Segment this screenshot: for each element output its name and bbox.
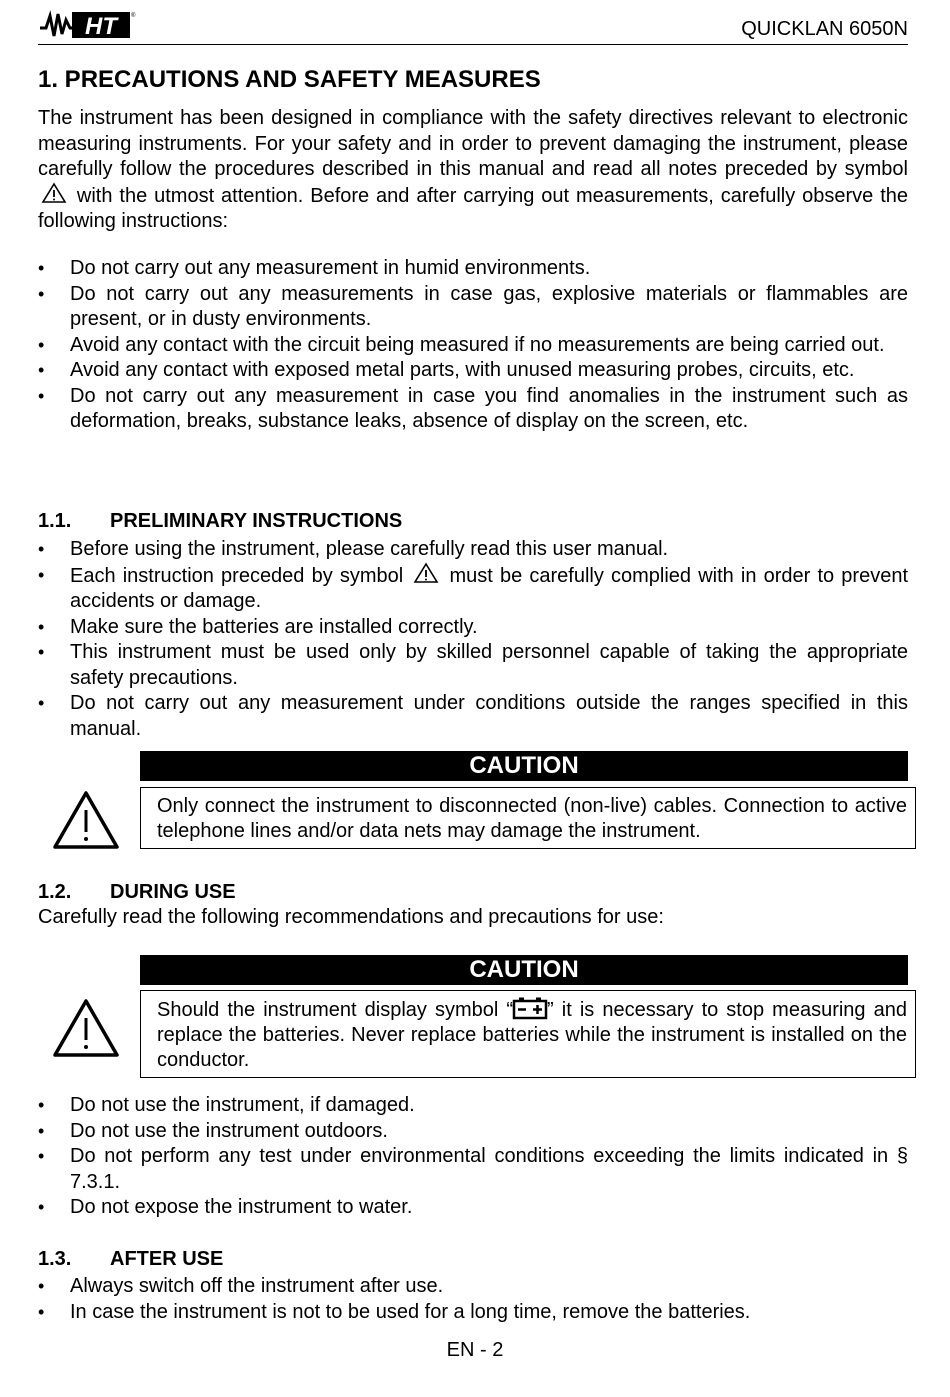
subsection-heading-1-1: 1.1. PRELIMINARY INSTRUCTIONS	[38, 510, 403, 532]
list-item: • In case the instrument is not to be used for a long time, remove the batteries.	[38, 1300, 908, 1326]
list-item: • Do not use the instrument outdoors.	[38, 1119, 908, 1145]
caution-banner: CAUTION	[140, 751, 908, 781]
page-number: EN - 2	[446, 1339, 504, 1361]
model-name: QUICKLAN 6050N	[741, 18, 908, 40]
caution-box: Only connect the instrument to disconnected (non-live) cables. Connection to active telephone lines and/or data nets may damage the instrument.	[140, 787, 916, 849]
intro-text-a: The instrument has been designed in compliance with the safety directives relevant to electronic measuring instruments. For your safety and in order to prevent damaging the instrument, please carefully follow the procedures described in this manual and read all notes preceded by symbol	[38, 107, 908, 180]
list-item: • Always switch off the instrument after use.	[38, 1274, 908, 1300]
list-item: • Do not perform any test under environmental conditions exceeding the limits indicated in § 7.3.1.	[38, 1144, 908, 1195]
list-item: • This instrument must be used only by skilled personnel capable of taking the appropriate safety precautions.	[38, 640, 908, 691]
during-use-intro: Carefully read the following recommendations and precautions for use:	[38, 906, 664, 928]
caution-banner: CAUTION	[140, 955, 908, 985]
ht-logo	[38, 8, 134, 42]
list-item: • Avoid any contact with exposed metal parts, with unused measuring probes, circuits, etc.	[38, 358, 908, 384]
section-title: 1. PRECAUTIONS AND SAFETY MEASURES	[38, 66, 541, 93]
preliminary-bullet-list	[38, 537, 908, 742]
list-item: • Do not carry out any measurement in case you find anomalies in the instrument such as deformation, breaks, substance leaks, absence of display on the screen, etc.	[38, 384, 908, 435]
safety-bullet-list	[38, 256, 908, 435]
during-use-bullet-list	[38, 1093, 908, 1221]
subsection-heading-1-2: 1.2. DURING USE	[38, 881, 236, 903]
warning-triangle-icon	[52, 790, 120, 850]
list-item: • Do not carry out any measurement in humid environments.	[38, 256, 908, 282]
after-use-bullet-list	[38, 1274, 908, 1325]
intro-paragraph	[38, 106, 908, 235]
page-header	[38, 6, 908, 45]
list-item: • Do not use the instrument, if damaged.	[38, 1093, 908, 1119]
intro-text-b: with the utmost attention. Before and after carrying out measurements, carefully observe the following instructions:	[38, 184, 908, 232]
warning-triangle-icon	[42, 183, 66, 203]
list-item: • Before using the instrument, please carefully read this user manual.	[38, 537, 908, 563]
warning-triangle-icon	[414, 563, 438, 583]
svg-text:HT: HT	[85, 13, 117, 40]
svg-text:®: ®	[131, 13, 136, 19]
caution-box: Should the instrument display symbol “ ” it is necessary to stop measuring and replace the batteries. Never replace batteries while the instrument is installed on the conductor.	[140, 990, 916, 1078]
list-item: • Make sure the batteries are installed correctly.	[38, 615, 908, 641]
battery-icon	[513, 997, 547, 1019]
subsection-heading-1-3: 1.3. AFTER USE	[38, 1248, 224, 1270]
list-item: • Do not expose the instrument to water.	[38, 1195, 908, 1221]
list-item: • Avoid any contact with the circuit being measured if no measurements are being carried out.	[38, 333, 908, 359]
list-item: • Do not carry out any measurements in case gas, explosive materials or flammables are present, or in dusty environments.	[38, 282, 908, 333]
list-item: • Do not carry out any measurement under conditions outside the ranges specified in this manual.	[38, 691, 908, 742]
warning-triangle-icon	[52, 998, 120, 1058]
list-item: • Each instruction preceded by symbol must be carefully complied with in order to prevent accidents or damage.	[38, 563, 908, 615]
